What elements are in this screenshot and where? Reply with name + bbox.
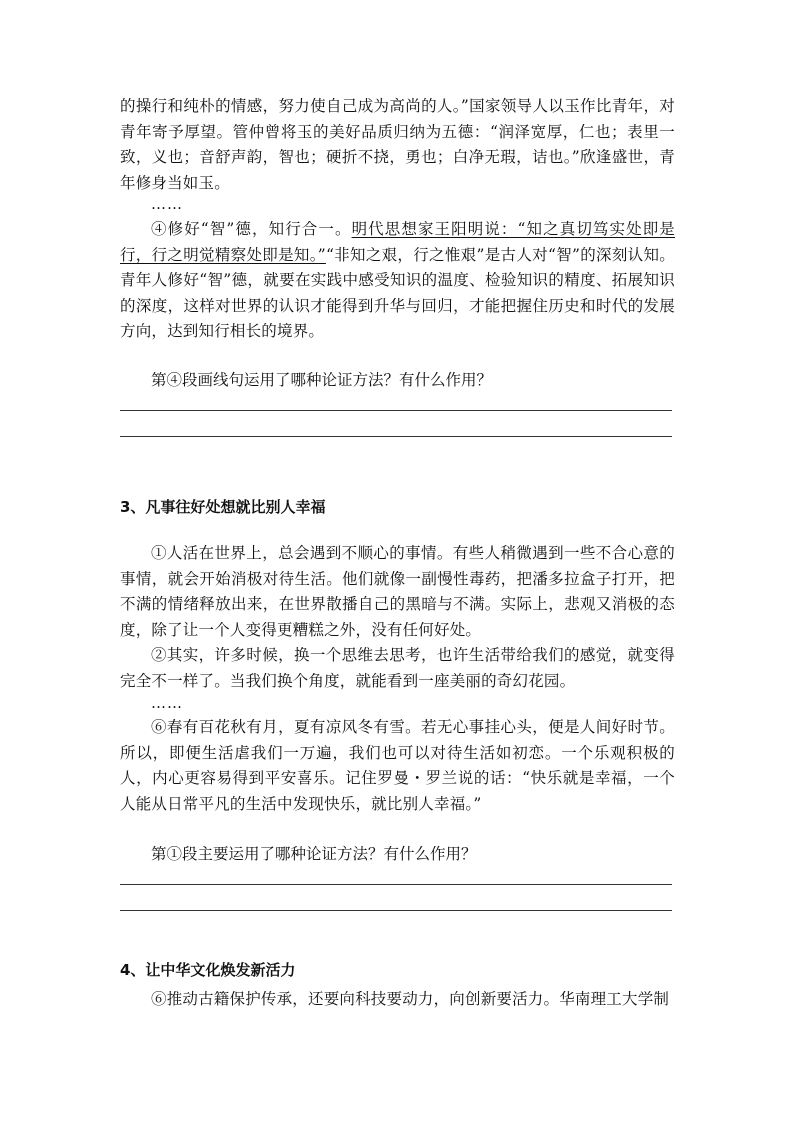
paragraph-4-6: ⑥推动古籍保护传承，还要向科技要动力，向创新要活力。华南理工大学制 [151,990,670,1008]
paragraph-4-lead: ④修好“智”德，知行合一。 [151,220,352,238]
question-1: 第④段画线句运用了哪种论证方法？有什么作用？ [151,371,493,389]
ellipsis: …… [151,195,183,213]
answer-line[interactable] [120,410,672,411]
section-heading-3: 3、凡事往好处想就比别人幸福 [120,498,326,516]
paragraph-4-rest: “非知之艰，行之惟艰”是古人对“智”的深刻认知。青年人修好“智”德，就要在实践中感受知识的温度、检验知识的精度、拓展知识的深度，这样对世界的认识才能得到升华与回归，才能把握住历史和时代的发展方向，达到知行相长的境界。 [120,245,676,340]
answer-line[interactable] [120,436,672,437]
paragraph-3-1: ①人活在世界上，总会遇到不顺心的事情。有些人稍微遇到一些不合心意的事情，就会开始消极对待生活。他们就像一副慢性毒药，把潘多拉盒子打开，把不满的情绪释放出来，在世界散播自己的黑暗与不满。实际上，悲观又消极的态度，除了让一个人变得更糟糕之外，没有任何好处。 [120,544,675,639]
paragraph-jade-virtue: 的操行和纯朴的情感，努力使自己成为高尚的人。”国家领导人以玉作比青年，对青年寄予厚望。管仲曾将玉的美好品质归纳为五德：“润泽宽厚，仁也；表里一致，义也；音舒声韵，智也；硬折不挠，勇也；白净无瑕，诘也。”欣逢盛世，青年修身当如玉。 [120,97,675,192]
paragraph-4-wisdom [120,217,675,345]
answer-line[interactable] [120,910,672,911]
answer-line[interactable] [120,884,672,885]
underlined-sentence: 明代思想家王阳明说：“知之真切笃实处即是行，行之明觉精察处即是知。” [120,220,675,264]
paragraph-3-6: ⑥春有百花秋有月，夏有凉风冬有雪。若无心事挂心头，便是人间好时节。所以，即便生活虐我们一万遍，我们也可以对待生活如初恋。一个乐观积极的人，内心更容易得到平安喜乐。记住罗曼・罗兰说的话：“快乐就是幸福，一个人能从日常平凡的生活中发现快乐，就比别人幸福。” [120,718,675,813]
paragraph-3-2: ②其实，许多时候，换一个思维去思考，也许生活带给我们的感觉，就变得完全不一样了。当我们换个角度，就能看到一座美丽的奇幻花园。 [120,646,675,690]
section-heading-4: 4、让中华文化焕发新活力 [120,961,296,979]
question-2: 第①段主要运用了哪种论证方法？有什么作用？ [151,845,477,863]
ellipsis: …… [151,694,183,712]
